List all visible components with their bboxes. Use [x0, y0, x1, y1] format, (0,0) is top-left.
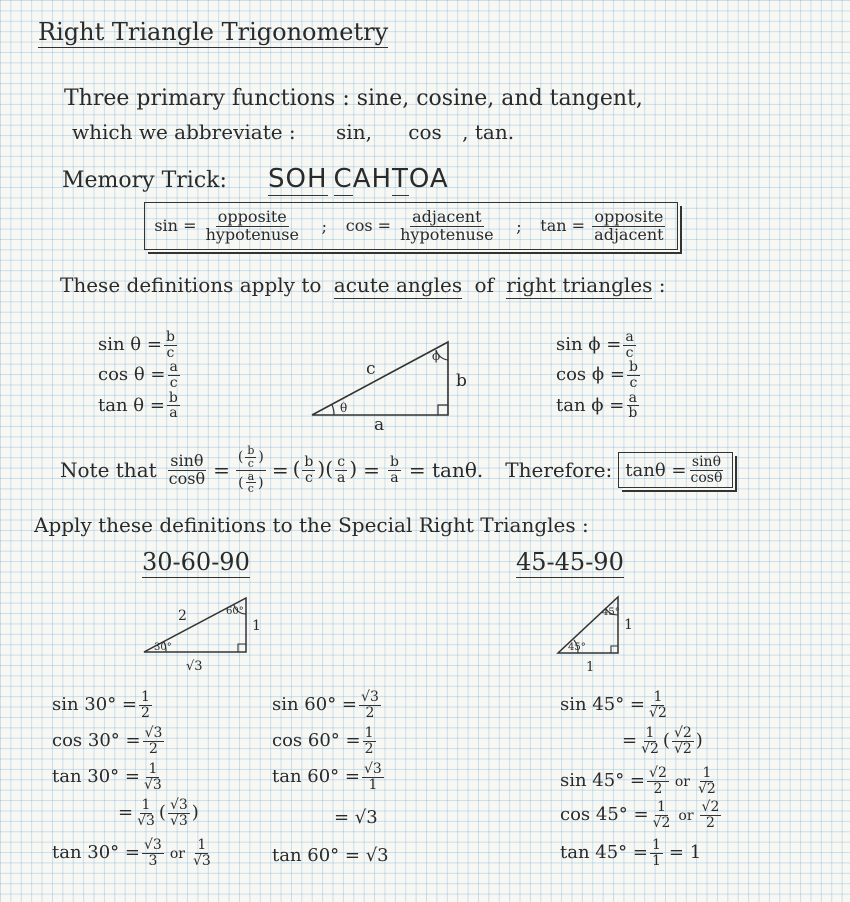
- def-sin-frac: [204, 206, 301, 244]
- def-sep-1: ;: [321, 216, 328, 236]
- mnemonic-t: T: [392, 164, 409, 194]
- theta-tan-num: b: [168, 389, 178, 406]
- apply-colon: :: [658, 273, 666, 297]
- cos45-or: or: [678, 808, 694, 825]
- phi-tan-num: a: [628, 389, 638, 406]
- phi-tan-lhs: tan ϕ =: [556, 394, 625, 416]
- cos60-frac: [363, 726, 376, 756]
- tan30-r-pd: √3: [169, 812, 188, 829]
- intro-prefix: which we abbreviate :: [72, 120, 296, 144]
- note-r-n: b: [389, 453, 399, 470]
- main-label-theta: θ: [340, 401, 348, 415]
- tri1-right-angle: [238, 644, 246, 652]
- def-sin: [154, 206, 303, 244]
- def-tan-lhs: tan =: [540, 215, 586, 235]
- note-p2-n: c: [337, 453, 346, 470]
- tan30-f-num: √3: [144, 837, 162, 853]
- note-f1-den: cosθ: [168, 468, 206, 488]
- tan30-r-frac: [135, 798, 157, 828]
- mnemonic-ah: AH: [352, 164, 393, 194]
- page-title: Right Triangle Trigonometry: [38, 18, 389, 46]
- def-tan-num: opposite: [594, 206, 664, 226]
- phi-sin-den: c: [625, 344, 634, 361]
- tan60-den: 1: [368, 776, 378, 793]
- tan45-den: 1: [652, 852, 661, 869]
- phi-ratios: [556, 330, 642, 421]
- tan30-f-frac2: [191, 838, 213, 868]
- tri1-angle: 30°: [154, 642, 172, 653]
- mnemonic-c: C: [333, 164, 353, 194]
- phi-sin: [556, 330, 642, 360]
- sin60-den: 2: [365, 704, 375, 721]
- note-p1-n: b: [304, 453, 314, 470]
- triangle-45-45-90: [548, 595, 648, 675]
- cos45-row: [560, 800, 723, 838]
- phi-cos-den: c: [629, 375, 638, 392]
- tan60-lhs: tan 60° =: [272, 766, 360, 788]
- sin45-lhs: sin 45° =: [560, 694, 646, 716]
- main-label-phi: ϕ: [432, 349, 441, 363]
- col-45-values: [560, 690, 723, 874]
- def-cos-num: adjacent: [412, 206, 482, 226]
- tan30-frac: [142, 762, 164, 792]
- tan30-f-frac: [142, 838, 164, 868]
- tan30-row: [52, 762, 215, 798]
- theta-tan-frac: [167, 391, 180, 421]
- tri1-base: √3: [186, 659, 203, 674]
- note-box-d: cosθ: [690, 469, 723, 486]
- intro-line-2: [72, 120, 514, 144]
- cos45-lhs: cos 45° =: [560, 804, 649, 826]
- sin45-final-row: [560, 766, 723, 800]
- cos45-den: √2: [652, 814, 671, 831]
- note-cd-frac: [246, 471, 257, 495]
- tan60-row: [272, 762, 389, 798]
- main-label-b: b: [456, 371, 467, 391]
- main-label-a: a: [374, 415, 385, 430]
- main-right-angle-mark: [438, 405, 448, 415]
- theta-cos-lhs: cos θ =: [98, 364, 166, 386]
- theta-sin: [98, 330, 182, 360]
- mnemonic-oa: OA: [408, 164, 449, 194]
- theta-arc: [332, 405, 334, 415]
- tan45-frac: [650, 838, 663, 868]
- def-sin-num: opposite: [217, 206, 287, 226]
- special-heading: Apply these definitions to the Special Right Triangles :: [34, 513, 589, 537]
- note-prefix: Note that: [60, 458, 157, 482]
- tri1-hyp: 2: [178, 608, 187, 624]
- note-box-n: sinθ: [691, 453, 721, 470]
- theta-tan-den: a: [169, 405, 178, 422]
- theta-sin-den: c: [166, 344, 175, 361]
- note-cn-frac: [245, 445, 256, 469]
- cos45-frac2: [700, 800, 722, 830]
- theta-ratios: [98, 330, 182, 421]
- phi-sin-lhs: sin ϕ =: [556, 334, 622, 356]
- note-f1-num: sinθ: [170, 450, 204, 470]
- sin45-rationalize-row: = $\frac{1}{√2}$ ( $\frac{√2}{√2}$ ): [622, 725, 703, 757]
- cos30-frac: [143, 726, 165, 756]
- sin30-num: 1: [141, 689, 150, 705]
- tri1-top-angle: 60°: [226, 606, 244, 617]
- sin30-row: [52, 690, 215, 726]
- tan30-f-n2: 1: [197, 837, 207, 853]
- tri2-top-angle: 45°: [602, 607, 620, 618]
- sin45-f-den: 2: [653, 780, 663, 797]
- triangle-30-60-90: [130, 590, 280, 675]
- note-p1-d: c: [304, 469, 313, 486]
- note-complex-num: ( $\frac{b}{c}$ ): [237, 444, 264, 470]
- heading-30-60-90: [142, 548, 250, 576]
- sin45-den: √2: [649, 704, 667, 721]
- mnemonic: [268, 164, 449, 194]
- cos45-n2: √2: [701, 799, 720, 815]
- heading-45-45-90: [516, 548, 624, 576]
- note-product: ( $\frac{b}{c}$ )( $\frac{c}{a}$ ): [292, 453, 358, 486]
- theta-sin-lhs: sin θ =: [98, 334, 162, 356]
- apply-prefix: These definitions apply to: [60, 273, 322, 297]
- note-box-lhs: tanθ =: [625, 459, 687, 481]
- phi-tan-den: b: [628, 405, 638, 422]
- cos45-d2: 2: [706, 814, 715, 831]
- note-result-box: [618, 452, 733, 488]
- note-cd-d: c: [247, 482, 254, 496]
- note-complex-den: ( $\frac{a}{c}$ ): [238, 469, 264, 496]
- theta-tan-lhs: tan θ =: [98, 394, 165, 416]
- sin45-f-frac: [647, 766, 669, 796]
- main-triangle-shape: [312, 342, 448, 415]
- sin60-lhs: sin 60° =: [272, 694, 358, 716]
- cos60-den: 2: [364, 740, 374, 757]
- cos45-frac: [651, 800, 673, 830]
- sin45-f-frac2: [696, 766, 718, 796]
- apply-right-triangles: right triangles: [506, 273, 653, 297]
- note-line: [60, 440, 733, 500]
- tan30-f-d2: √3: [192, 852, 211, 869]
- tan45-lhs: tan 45° =: [560, 842, 648, 864]
- tan60-num: √3: [364, 761, 382, 777]
- note-eq-3: =: [363, 458, 380, 482]
- sin45-r-pn: √2: [673, 725, 692, 741]
- abbr-tan: , tan.: [462, 120, 515, 144]
- sin45-r-frac2: [672, 726, 694, 756]
- sin30-frac: [139, 690, 152, 720]
- sin45-num: 1: [653, 689, 663, 705]
- note-tail: = tanθ.: [408, 458, 484, 482]
- phi-sin-frac: [623, 330, 635, 360]
- note-p2-frac: [335, 455, 347, 485]
- theta-tan: [98, 391, 182, 421]
- cos60-num: 1: [364, 725, 374, 741]
- apply-acute-angles: acute angles: [333, 273, 463, 297]
- note-p2-d: a: [337, 469, 346, 486]
- tan30-r-frac2: [168, 798, 190, 828]
- intro-line-1: Three primary functions : sine, cosine, and tangent,: [64, 86, 643, 111]
- tri2-right-angle: [611, 646, 618, 653]
- sin45-f-n2: 1: [702, 765, 712, 781]
- tan30-f-or: or: [169, 846, 185, 863]
- sin45-frac: [647, 690, 669, 720]
- sin45-r-pd: √2: [673, 740, 692, 757]
- cos60-row: [272, 726, 389, 762]
- tan45-tail: = 1: [668, 842, 702, 864]
- phi-tan-frac: [626, 391, 639, 421]
- note-therefore: Therefore:: [505, 458, 613, 482]
- tan30-r-pn: √3: [169, 797, 188, 813]
- def-sin-den: hypotenuse: [205, 224, 299, 244]
- tri2-side: 1: [624, 617, 633, 633]
- cos30-den: 2: [149, 740, 158, 757]
- note-box-frac: [689, 455, 725, 485]
- col-30-values: [52, 690, 215, 874]
- tan60-frac: [362, 762, 384, 792]
- sin45-f-or: or: [674, 774, 690, 791]
- def-sep-2: ;: [516, 216, 522, 236]
- cos30-num: √3: [144, 725, 163, 741]
- tan30-f-den: 3: [148, 852, 158, 869]
- tan30-lhs: tan 30° =: [52, 766, 140, 788]
- theta-cos-den: c: [169, 375, 178, 392]
- note-r-d: a: [390, 469, 399, 486]
- tan45-row: [560, 838, 723, 874]
- sin30-lhs: sin 30° =: [52, 694, 138, 716]
- theta-cos-frac: [168, 360, 180, 390]
- sin45-r-num: 1: [645, 725, 655, 741]
- note-p1-frac: [302, 455, 315, 485]
- sin60-num: √3: [361, 689, 379, 705]
- tan30-r-lhs: =: [118, 802, 134, 824]
- mnemonic-soh: SOH: [268, 164, 328, 194]
- sin45-f-d2: √2: [697, 780, 716, 797]
- note-eq-2: =: [271, 458, 289, 482]
- sin45-r-den: √2: [641, 740, 659, 757]
- cos60-lhs: cos 60° =: [272, 730, 361, 752]
- tan30-final-row: [52, 838, 215, 874]
- note-eq-1: =: [213, 458, 230, 482]
- definitions-box: [144, 202, 678, 250]
- phi-sin-num: a: [625, 329, 634, 345]
- note-cn-n: b: [247, 444, 255, 458]
- def-cos-lhs: cos =: [345, 215, 392, 235]
- abbr-sin: sin,: [336, 120, 372, 144]
- phi-cos: [556, 360, 642, 390]
- tan60-final-row: tan 60° = √3: [272, 845, 389, 866]
- note-complex-frac: [236, 445, 266, 494]
- sin45-r-frac: [639, 726, 661, 756]
- note-cn-d: c: [247, 456, 254, 470]
- sin30-den: 2: [141, 704, 150, 721]
- def-cos-den: hypotenuse: [400, 224, 494, 244]
- sin45-row: [560, 690, 723, 726]
- tri1-side: 1: [252, 618, 261, 634]
- apply-line: [60, 273, 666, 297]
- theta-cos: [98, 360, 182, 390]
- sin45-f-num: √2: [649, 765, 667, 781]
- note-result-frac: [388, 455, 401, 485]
- sin45-f-lhs: sin 45° =: [560, 770, 646, 792]
- sin60-frac: [359, 690, 381, 720]
- def-tan: [540, 206, 667, 244]
- col-60-values: [272, 690, 389, 874]
- phi-tan: [556, 391, 642, 421]
- heading-45-45-90-text: 45-45-90: [516, 548, 624, 576]
- def-cos-frac: [398, 206, 495, 244]
- tan60-simplify-row: = √3: [334, 807, 378, 828]
- main-triangle: [300, 330, 490, 430]
- cos30-lhs: cos 30° =: [52, 730, 141, 752]
- tri2-angle: 45°: [568, 642, 586, 653]
- tan30-r-den: √3: [137, 812, 155, 829]
- def-tan-den: adjacent: [594, 224, 664, 244]
- sin45-r-lhs: =: [622, 730, 638, 752]
- theta-sin-num: b: [165, 329, 175, 345]
- tan30-rationalize-row: = $\frac{1}{√3}$ ( $\frac{√3}{√3}$ ): [118, 797, 199, 829]
- apply-of: of: [474, 273, 494, 297]
- theta-sin-frac: [164, 330, 177, 360]
- tan30-f-lhs: tan 30° =: [52, 842, 140, 864]
- phi-cos-lhs: cos ϕ =: [556, 364, 625, 386]
- note-frac-sin-cos: [167, 450, 207, 488]
- def-sin-lhs: sin =: [154, 215, 197, 235]
- memory-label: Memory Trick:: [62, 168, 227, 193]
- tri2-base: 1: [586, 660, 595, 675]
- tan30-r-num: 1: [141, 797, 151, 813]
- note-cd-n: a: [247, 469, 255, 483]
- abbr-cos: cos: [408, 120, 442, 144]
- tan45-num: 1: [652, 837, 661, 853]
- def-tan-frac: [592, 206, 665, 244]
- tri2-shape: [558, 597, 618, 653]
- main-label-c: c: [366, 359, 376, 379]
- phi-cos-frac: [627, 360, 640, 390]
- phi-cos-num: b: [628, 359, 638, 376]
- tan30-num: 1: [148, 761, 158, 777]
- sin60-row: [272, 690, 389, 726]
- cos45-num: 1: [657, 799, 666, 815]
- theta-cos-num: a: [169, 359, 178, 376]
- heading-30-60-90-text: 30-60-90: [142, 548, 250, 576]
- def-cos: [345, 206, 498, 244]
- tan30-den: √3: [144, 776, 162, 793]
- cos30-row: [52, 726, 215, 762]
